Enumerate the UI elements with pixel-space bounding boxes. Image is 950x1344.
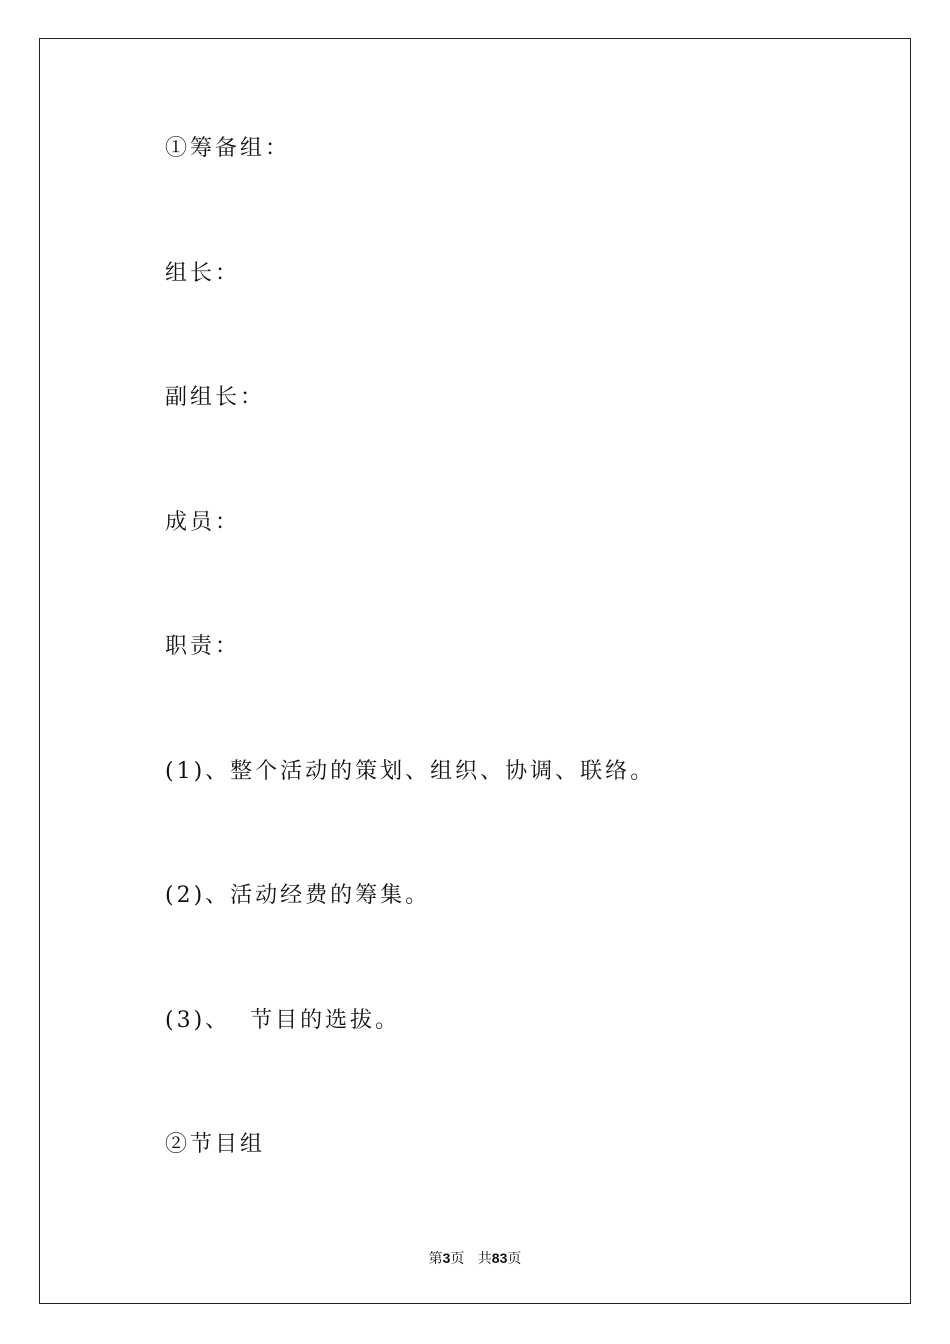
line-group-leader: 组长： xyxy=(165,261,241,286)
line-duties: 职责： xyxy=(165,634,241,659)
page-footer xyxy=(40,1248,910,1268)
line-deputy-leader: 副组长： xyxy=(165,385,266,410)
current-page-number: 3 xyxy=(442,1250,451,1266)
footer-prefix: 第 xyxy=(428,1251,443,1267)
footer-suffix: 页 xyxy=(507,1251,522,1267)
line-members: 成员： xyxy=(165,510,241,535)
duty-item-2: (2)、活动经费的筹集。 xyxy=(165,883,431,908)
duty-item-3: (3)、 节目的选拔。 xyxy=(165,1008,401,1033)
document-page xyxy=(39,38,911,1304)
heading-program-group: ②节目组 xyxy=(165,1132,266,1157)
total-pages-number: 83 xyxy=(491,1250,508,1266)
heading-preparation-group: ①筹备组： xyxy=(165,136,291,161)
duty-item-1: (1)、整个活动的策划、组织、协调、联络。 xyxy=(165,759,656,784)
footer-middle: 页 共 xyxy=(450,1251,492,1267)
